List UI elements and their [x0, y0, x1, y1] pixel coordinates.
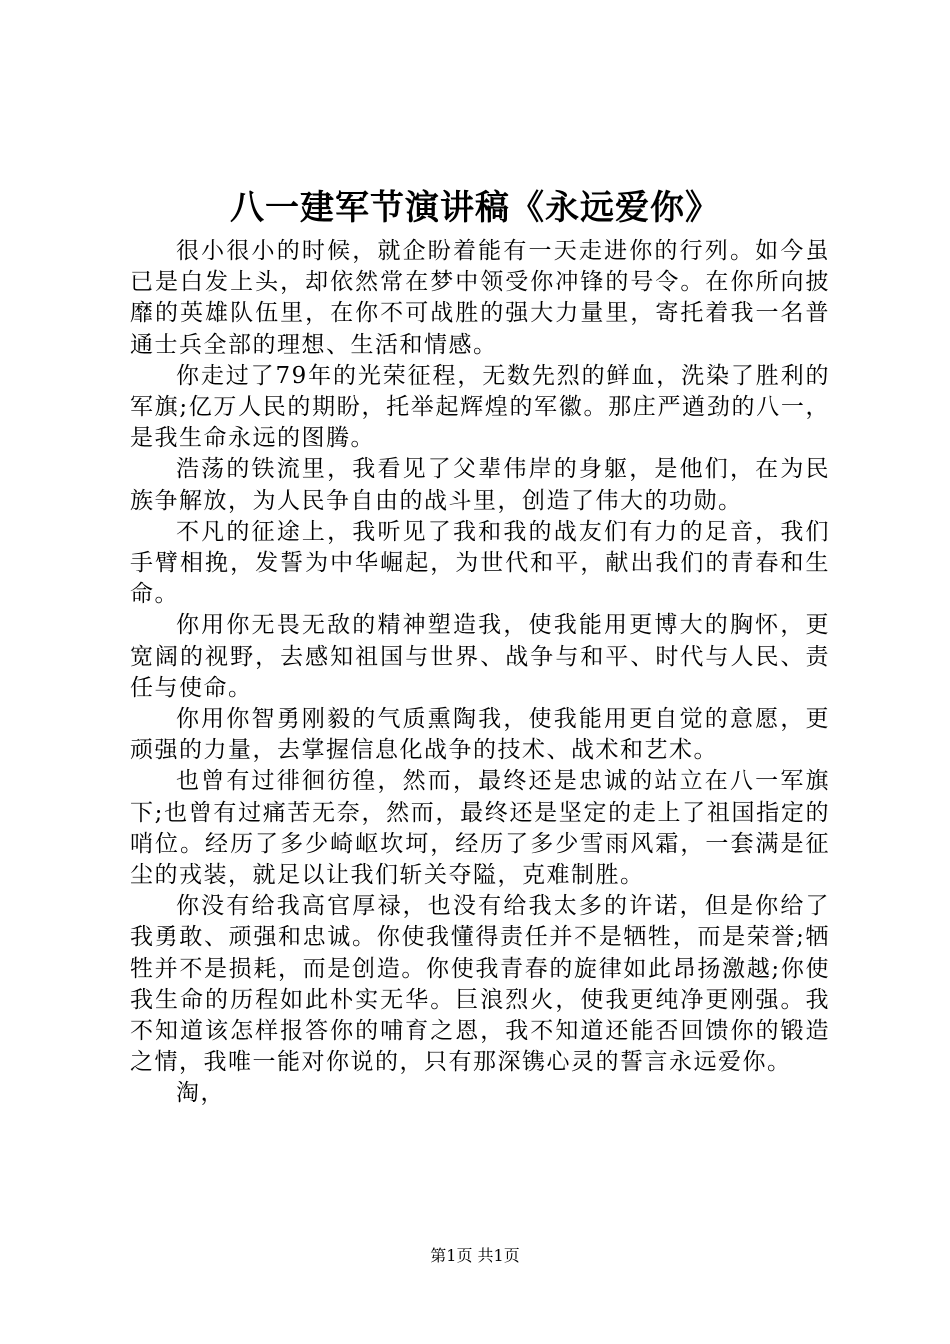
paragraph: 你没有给我高官厚禄，也没有给我太多的许诺，但是你给了我勇敢、顽强和忠诚。你使我懂得责任并不是牺牲，而是荣誉;牺牲并不是损耗，而是创造。你使我青春的旋律如此昂扬激越;你使我生命的历程如此朴实无华。巨浪烈火，使我更纯净更刚强。我不知道该怎样报答你的哺育之恩，我不知道还能否回馈你的锻造之情，我唯一能对你说的，只有那深镌心灵的誓言永远爱你。 — [130, 893, 830, 1076]
document-title: 八一建军节演讲稿《永远爱你》 — [230, 188, 720, 228]
paragraph: 浩荡的铁流里，我看见了父辈伟岸的身躯，是他们，在为民族争解放，为人民争自由的战斗里，创造了伟大的功勋。 — [130, 456, 830, 514]
paragraph: 你用你无畏无敌的精神塑造我，使我能用更博大的胸怀，更宽阔的视野，去感知祖国与世界、战争与和平、时代与人民、责任与使命。 — [130, 612, 830, 701]
paragraph: 很小很小的时候，就企盼着能有一天走进你的行列。如今虽已是白发上头，却依然常在梦中领受你冲锋的号令。在你所向披靡的英雄队伍里，在你不可战胜的强大力量里，寄托着我一名普通士兵全部的理想、生活和情感。 — [130, 238, 830, 358]
paragraph: 不凡的征途上，我听见了我和我的战友们有力的足音，我们手臂相挽，发誓为中华崛起，为世代和平，献出我们的青春和生命。 — [130, 518, 830, 608]
page-footer: 第1页 共1页 — [430, 1246, 520, 1265]
document-body — [130, 236, 830, 1110]
paragraph: 你用你智勇刚毅的气质熏陶我，使我能用更自觉的意愿，更顽强的力量，去掌握信息化战争的技术、战术和艺术。 — [130, 706, 830, 764]
paragraph: 你走过了79年的光荣征程，无数先烈的鲜血，洗染了胜利的军旗;亿万人民的期盼，托举起辉煌的军徽。那庄严遒劲的八一，是我生命永远的图腾。 — [130, 362, 830, 452]
paragraph: 也曾有过徘徊彷徨，然而，最终还是忠诚的站立在八一军旗下;也曾有过痛苦无奈，然而，最终还是坚定的走上了祖国指定的哨位。经历了多少崎岖坎坷，经历了多少雪雨风霜，一套满是征尘的戎装，就足以让我们斩关夺隘，克难制胜。 — [130, 768, 830, 889]
paragraph: 淘， — [176, 1080, 225, 1107]
